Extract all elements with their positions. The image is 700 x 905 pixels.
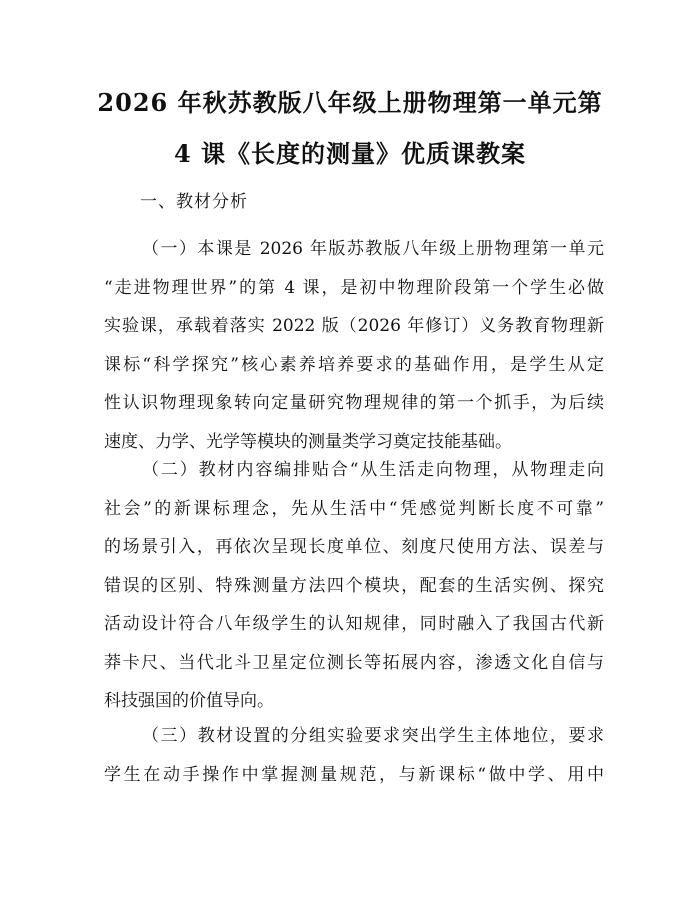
paragraph-line: （三）教材设置的分组实验要求突出学生主体地位，要求 bbox=[142, 726, 604, 746]
paragraph-line: （一）本课是 2026 年版苏教版八年级上册物理第一单元 bbox=[142, 239, 604, 259]
paragraph-line: （二）教材内容编排贴合“从生活走向物理，从物理走向 bbox=[142, 460, 604, 480]
paragraph-2 bbox=[104, 451, 604, 721]
paragraph-line: 速度、力学、光学等模块的测量类学习奠定技能基础。 bbox=[104, 431, 512, 452]
paragraph-line: 性认识物理现象转向定量研究物理规律的第一个抓手，为后续 bbox=[104, 393, 604, 413]
paragraph-line: 学生在动手操作中掌握测量规范，与新课标“做中学、用中 bbox=[104, 764, 604, 785]
document-title-line-2: 4 课《长度的测量》优质课教案 bbox=[173, 139, 527, 168]
paragraph-line: “走进物理世界”的第 4 课，是初中物理阶段第一个学生必做 bbox=[104, 277, 604, 298]
paragraph-line: 社会”的新课标理念，先从生活中“凭感觉判断长度不可靠” bbox=[104, 498, 604, 519]
paragraph-line: 科技强国的价值导向。 bbox=[104, 691, 274, 711]
paragraph-1 bbox=[104, 230, 604, 461]
paragraph-3 bbox=[104, 717, 604, 794]
paragraph-line: 莽卡尺、当代北斗卫星定位测长等拓展内容，渗透文化自信与 bbox=[104, 652, 604, 673]
document-title-line-1: 2026 年秋苏教版八年级上册物理第一单元第 bbox=[97, 88, 603, 117]
paragraph-line: 实验课，承载着落实 2022 版（2026 年修订）义务教育物理新 bbox=[104, 316, 604, 336]
section-heading: 一、教材分析 bbox=[140, 192, 248, 212]
paragraph-line: 的场景引入，再依次呈现长度单位、刻度尺使用方法、误差与 bbox=[104, 537, 604, 557]
paragraph-line: 错误的区别、特殊测量方法四个模块，配套的生活实例、探究 bbox=[104, 575, 604, 596]
paragraph-line: 课标“科学探究”核心素养培养要求的基础作用，是学生从定 bbox=[104, 354, 604, 375]
paragraph-line: 活动设计符合八年级学生的认知规律，同时融入了我国古代新 bbox=[104, 614, 604, 634]
